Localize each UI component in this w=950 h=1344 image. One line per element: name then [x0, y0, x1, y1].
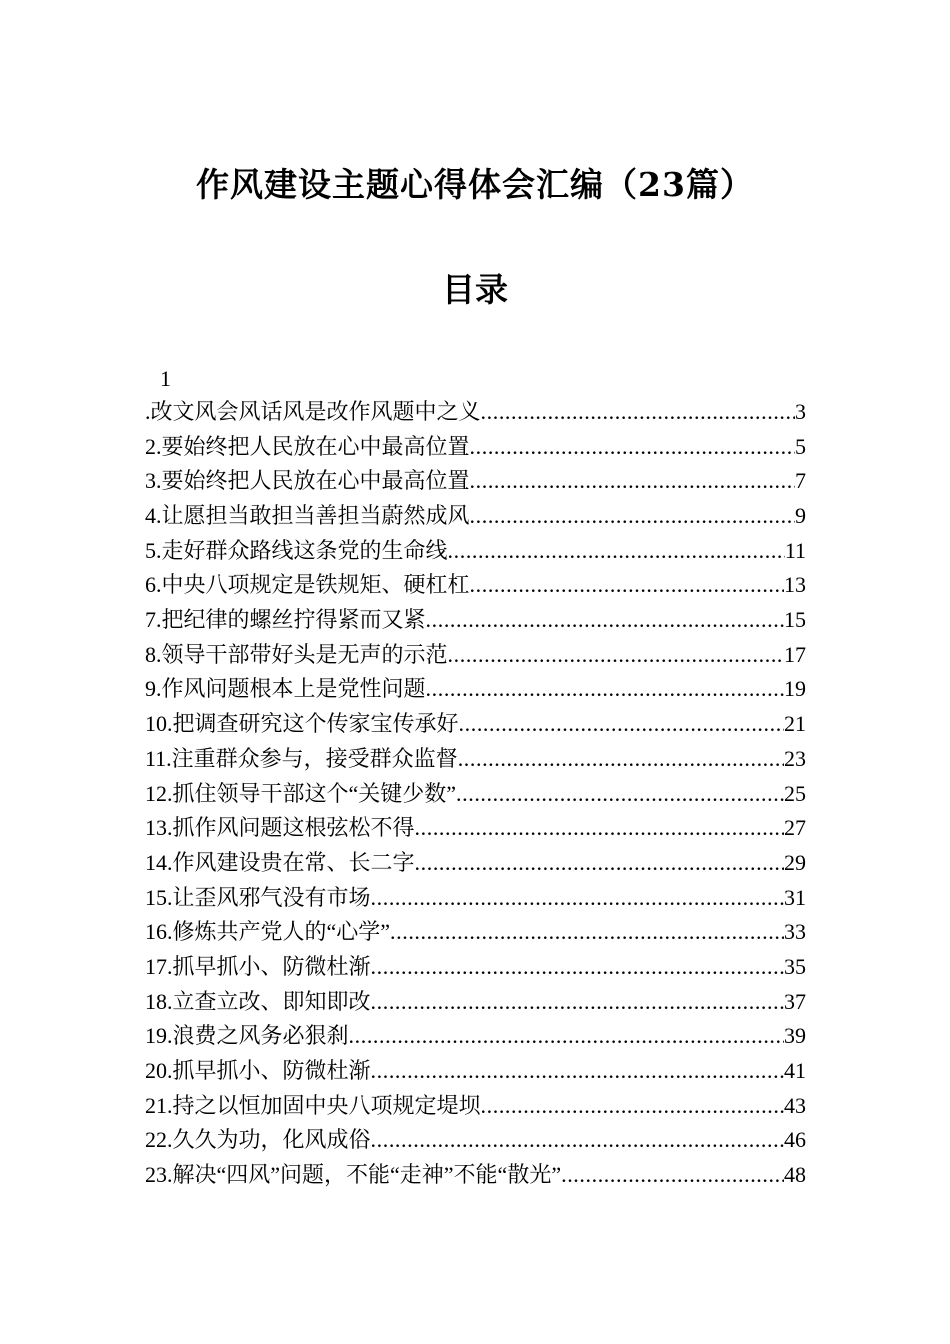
toc-dot-leader: [371, 1123, 784, 1158]
toc-entry-label: 23.解决“四风”问题，不能“走神”不能“散光”: [145, 1162, 562, 1188]
toc-entry[interactable]: [145, 1089, 806, 1124]
toc-entry-page: 3: [795, 398, 806, 424]
toc-entry[interactable]: [145, 915, 806, 950]
toc-heading: 目录: [442, 270, 508, 309]
toc-entry[interactable]: [145, 534, 806, 569]
toc-entry-page: 27: [784, 815, 806, 841]
toc-entry-page: 46: [784, 1127, 806, 1153]
toc-dot-leader: [481, 1089, 784, 1124]
toc-entry-page: 37: [784, 988, 806, 1014]
toc-entry-page: 13: [784, 572, 806, 598]
toc-entry-label: 22.久久为功，化风成俗: [145, 1127, 371, 1153]
toc-entry-label: 11.注重群众参与，接受群众监督: [145, 745, 458, 771]
toc-entry-page: 39: [784, 1023, 806, 1049]
toc-dot-leader: [426, 603, 784, 638]
toc-entry[interactable]: [145, 638, 806, 673]
toc-entry[interactable]: [145, 881, 806, 916]
toc-entry-label: 13.抓作风问题这根弦松不得: [145, 815, 415, 841]
toc-dot-leader: [470, 430, 795, 465]
toc-entry-page: 9: [795, 503, 806, 529]
toc-entry-page: 31: [784, 884, 806, 910]
toc-entry[interactable]: [145, 673, 806, 708]
toc-entry-label: 14.作风建设贵在常、长二字: [145, 849, 415, 875]
toc-dot-leader: [415, 811, 784, 846]
toc-entry[interactable]: [145, 1019, 806, 1054]
toc-entry[interactable]: [145, 499, 806, 534]
table-of-contents: [145, 363, 806, 1193]
toc-dot-leader: [470, 464, 795, 499]
toc-entry-label: 3.要始终把人民放在心中最高位置: [145, 468, 470, 494]
toc-dot-leader: [371, 881, 784, 916]
toc-dot-leader: [448, 534, 785, 569]
toc-entry-page: 17: [784, 641, 806, 667]
toc-entry-label: 7.把纪律的螺丝拧得紧而又紧: [145, 607, 426, 633]
toc-entry-page: 15: [784, 607, 806, 633]
toc-entry[interactable]: [145, 811, 806, 846]
document-title: 作风建设主题心得体会汇编（23篇）: [196, 165, 754, 204]
toc-entry-label: 19.浪费之风务必狠刹: [145, 1023, 349, 1049]
toc-dot-leader: [371, 1054, 784, 1089]
toc-entry-label: 4.让愿担当敢担当善担当蔚然成风: [145, 503, 470, 529]
toc-entry-page: 41: [784, 1058, 806, 1084]
toc-entry[interactable]: [145, 985, 806, 1020]
toc-entry-page: 19: [784, 676, 806, 702]
toc-entry[interactable]: [145, 1054, 806, 1089]
toc-entry[interactable]: [145, 707, 806, 742]
toc-entry[interactable]: [145, 950, 806, 985]
toc-entry-page: 7: [795, 468, 806, 494]
toc-dot-leader: [371, 985, 784, 1020]
toc-entry-label: 12.抓住领导干部这个“关键少数”: [145, 780, 457, 806]
toc-entry-label: 20.抓早抓小、防微杜渐: [145, 1058, 371, 1084]
toc-entry-page: 33: [784, 919, 806, 945]
toc-dot-leader: [481, 395, 795, 430]
toc-entry-label: 10.把调查研究这个传家宝传承好: [145, 711, 459, 737]
toc-dot-leader: [349, 1019, 784, 1054]
toc-entry-label: 16.修炼共产党人的“心学”: [145, 919, 391, 945]
toc-entry-label: 17.抓早抓小、防微杜渐: [145, 953, 371, 979]
toc-entry[interactable]: [145, 777, 806, 812]
toc-entry[interactable]: [145, 846, 806, 881]
toc-dot-leader: [459, 707, 784, 742]
toc-entry-page: 43: [784, 1092, 806, 1118]
toc-entry-page: 11: [784, 537, 806, 563]
toc-entry-label: 15.让歪风邪气没有市场: [145, 884, 371, 910]
toc-entry-label: 2.要始终把人民放在心中最高位置: [145, 433, 470, 459]
toc-entry-label: 8.领导干部带好头是无声的示范: [145, 641, 448, 667]
toc-entry-page: 29: [784, 849, 806, 875]
toc-entry-page: 35: [784, 953, 806, 979]
toc-dot-leader: [448, 638, 784, 673]
toc-entry[interactable]: [145, 430, 806, 465]
toc-entry-label: 21.持之以恒加固中央八项规定堤坝: [145, 1092, 481, 1118]
toc-dot-leader: [415, 846, 784, 881]
toc-entry-page: 48: [784, 1162, 806, 1188]
toc-dot-leader: [470, 499, 795, 534]
toc-entry[interactable]: [145, 1123, 806, 1158]
toc-entry[interactable]: [145, 395, 806, 430]
toc-dot-leader: [470, 568, 784, 603]
toc-dot-leader: [458, 742, 784, 777]
toc-dot-leader: [371, 950, 784, 985]
toc-entry-label: 9.作风问题根本上是党性问题: [145, 676, 426, 702]
toc-first-number: 1: [160, 366, 171, 391]
toc-entry-page: 23: [784, 745, 806, 771]
toc-entry[interactable]: [145, 742, 806, 777]
toc-entry-label: .改文风会风话风是改作风题中之义: [145, 398, 481, 424]
toc-entry-label: 5.走好群众路线这条党的生命线: [145, 537, 448, 563]
toc-entry-label: 6.中央八项规定是铁规矩、硬杠杠: [145, 572, 470, 598]
toc-entry-label: 18.立查立改、即知即改: [145, 988, 371, 1014]
toc-entry[interactable]: [145, 1158, 806, 1193]
toc-entry-page: 25: [784, 780, 806, 806]
toc-dot-leader: [561, 1158, 784, 1193]
toc-entry[interactable]: [145, 464, 806, 499]
toc-dot-leader: [426, 673, 784, 708]
toc-entry-page: 21: [784, 711, 806, 737]
toc-dot-leader: [456, 777, 784, 812]
toc-entry-page: 5: [795, 433, 806, 459]
toc-entry[interactable]: [145, 603, 806, 638]
toc-list: [145, 395, 806, 1193]
toc-entry[interactable]: [145, 568, 806, 603]
toc-dot-leader: [390, 915, 784, 950]
